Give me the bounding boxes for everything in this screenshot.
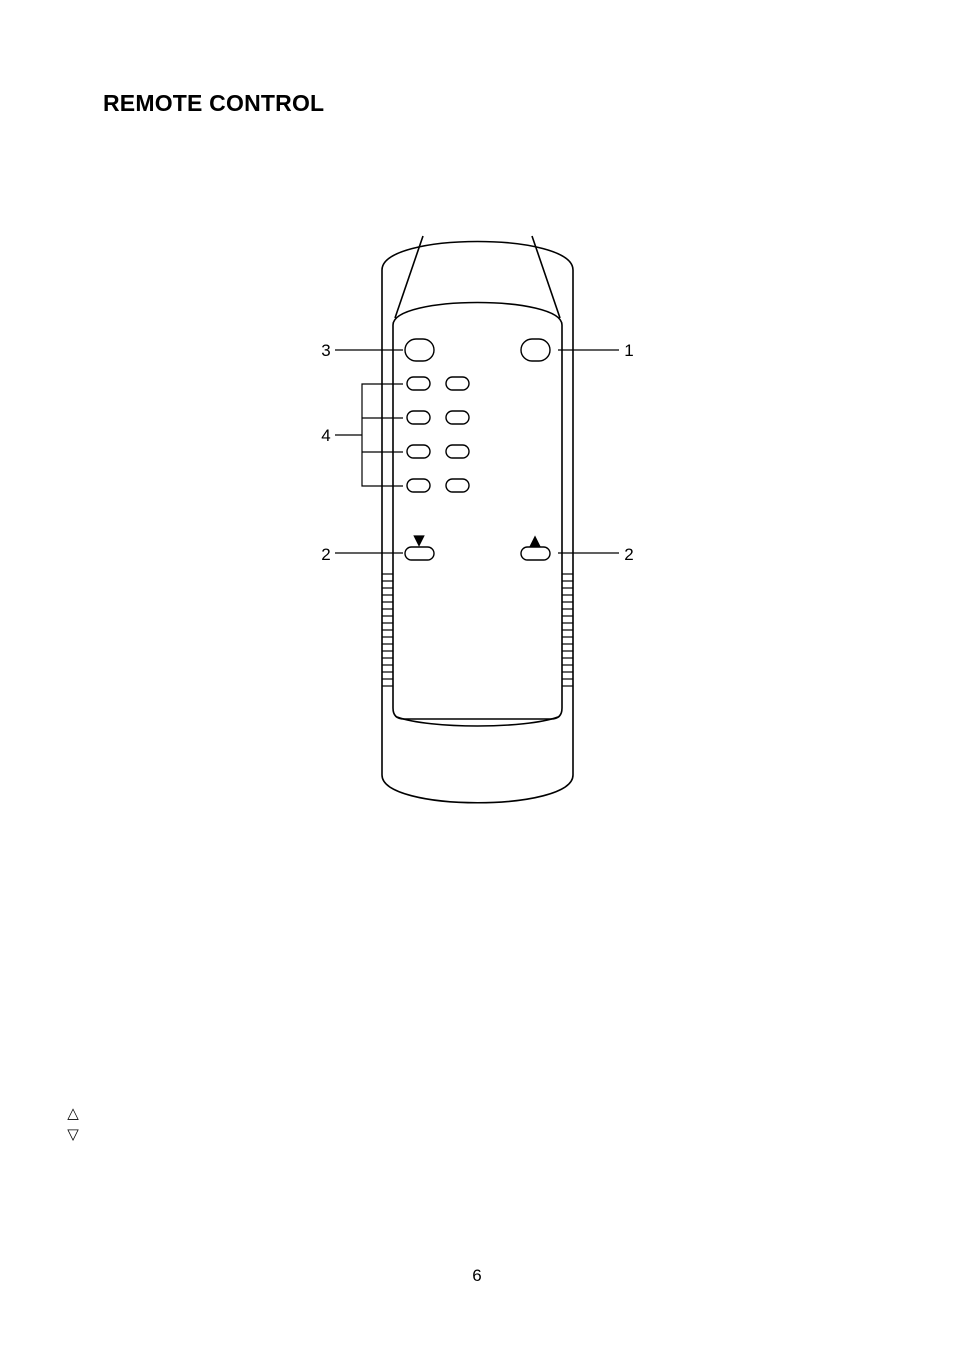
callout-2-left: 2 — [321, 545, 331, 564]
down-triangle-symbol: ▽ — [67, 1125, 79, 1143]
power-button[interactable] — [521, 339, 550, 361]
mode-button-2[interactable] — [446, 377, 469, 390]
remote-inner-panel — [393, 303, 562, 720]
callout-1: 1 — [624, 341, 634, 360]
top-window-left-edge — [395, 236, 423, 318]
up-arrow-icon: ▲ — [529, 531, 541, 549]
down-arrow-icon: ▼ — [413, 531, 425, 549]
page-title: REMOTE CONTROL — [103, 90, 325, 116]
callout-4: 4 — [321, 426, 331, 445]
mode-button-3[interactable] — [407, 411, 430, 424]
mode-button-7[interactable] — [407, 479, 430, 492]
mode-button-8[interactable] — [446, 479, 469, 492]
callout-3: 3 — [321, 341, 331, 360]
top-window-right-edge — [532, 236, 560, 318]
left-grip-ridges — [382, 574, 393, 686]
right-grip-ridges — [562, 574, 573, 686]
mode-button-1[interactable] — [407, 377, 430, 390]
timer-button[interactable] — [405, 339, 434, 361]
mode-button-4[interactable] — [446, 411, 469, 424]
mode-button-5[interactable] — [407, 445, 430, 458]
mode-button-6[interactable] — [446, 445, 469, 458]
up-triangle-symbol: △ — [67, 1104, 79, 1122]
callout-2-right: 2 — [624, 545, 634, 564]
page-number: 6 — [472, 1266, 482, 1285]
